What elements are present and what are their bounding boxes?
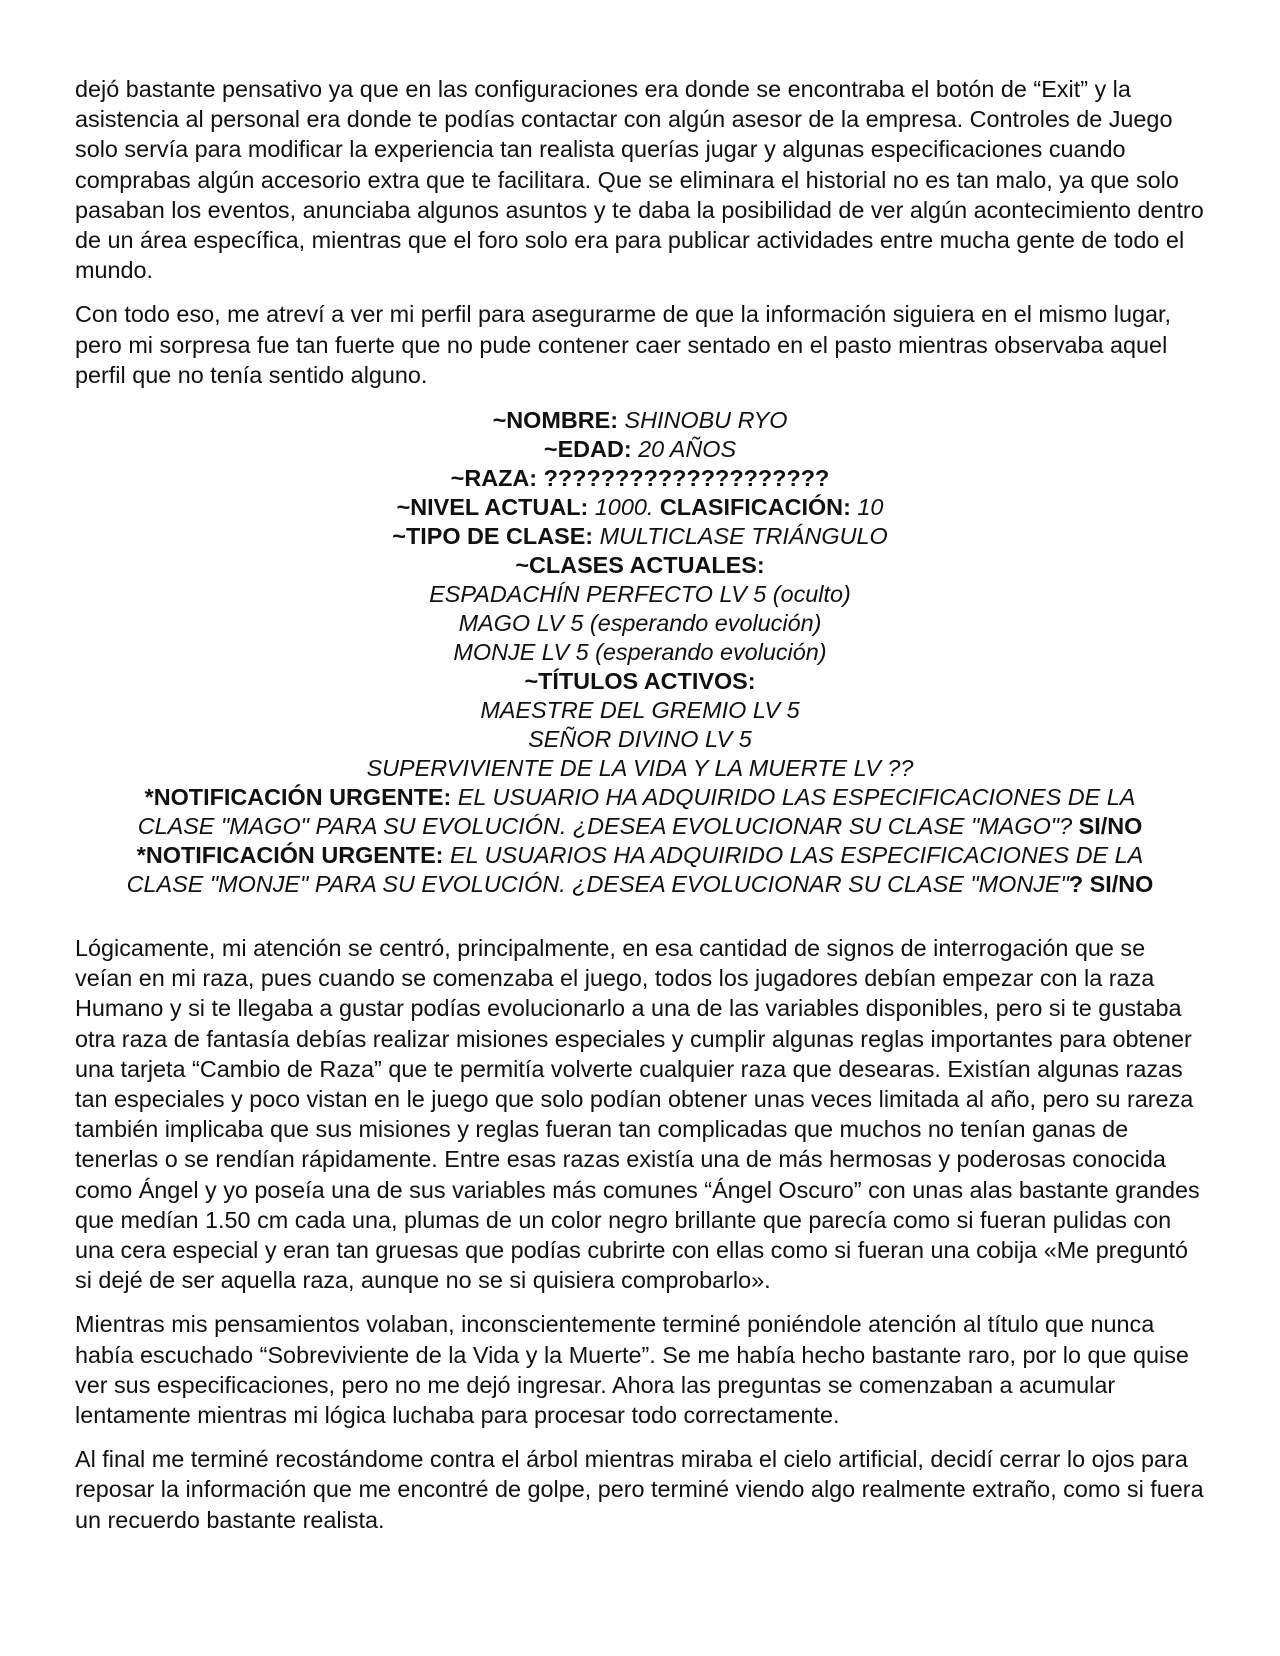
notification-2-text-a: EL USUARIOS HA ADQUIRIDO LAS ESPECIFICACIONES DE LA: [449, 842, 1144, 869]
profile-class-type-label: ~TIPO DE CLASE:: [392, 523, 594, 550]
profile-classes-label: ~CLASES ACTUALES:: [515, 552, 765, 579]
profile-race-value: ????????????????????: [543, 465, 830, 492]
profile-titles-label: ~TÍTULOS ACTIVOS:: [524, 668, 756, 695]
notification-2-options: ? SI/NO: [1068, 871, 1154, 898]
paragraph: Mientras mis pensamientos volaban, inconscientemente terminé poniéndole atención al título que nunca había escuchado “Sobreviviente de la Vida y la Muerte”. Se me había hecho bastante raro, por lo que quise ver sus especificaciones, pero no me dejó ingresar. Ahora las preguntas se comenzaban a acumular lentamente mientras mi lógica luchaba para procesar todo correctamente.: [75, 1311, 1189, 1429]
profile-level-value: 1000.: [594, 494, 654, 521]
notification-1-text-a: EL USUARIO HA ADQUIRIDO LAS ESPECIFICACIONES DE LA: [457, 784, 1136, 811]
profile-title-value: SEÑOR DIVINO LV 5: [528, 726, 752, 753]
notification-2-label: *NOTIFICACIÓN URGENTE:: [136, 842, 444, 869]
document-page: [75, 74, 1205, 1549]
profile-title-item: [75, 754, 1205, 783]
profile-age-label: ~EDAD:: [543, 436, 632, 463]
profile-class-item: [75, 580, 1205, 609]
profile-classes-heading: [75, 551, 1205, 580]
profile-classification-value: 10: [857, 494, 884, 521]
notification-1-line-b: [75, 812, 1205, 841]
paragraph: Con todo eso, me atreví a ver mi perfil para asegurarme de que la información siguiera en el mismo lugar, pero mi sorpresa fue tan fuerte que no pude contener caer sentado en el pasto mientras observaba aquel perfil que no tenía sentido alguno.: [75, 301, 1172, 388]
notification-2-text-b: CLASE "MONJE" PARA SU EVOLUCIÓN. ¿DESEA EVOLUCIONAR SU CLASE "MONJE": [126, 871, 1069, 898]
profile-block: [75, 406, 1205, 899]
paragraph: dejó bastante pensativo ya que en las configuraciones era donde se encontraba el botón de “Exit” y la asistencia al personal era donde te podías contactar con algún asesor de la empresa. Controles de Juego solo servía para modificar la experiencia tan realista querías jugar y algunas especificaciones cuando comprabas algún accesorio extra que te facilitara. Que se eliminara el historial no es tan malo, ya que solo pasaban los eventos, anunciaba algunos asuntos y te daba la posibilidad de ver algún acontecimiento dentro de un área específica, mientras que el foro solo era para publicar actividades entre mucha gente de todo el mundo.: [75, 76, 1204, 284]
profile-class-item: [75, 638, 1205, 667]
profile-name-label: ~NOMBRE:: [492, 407, 618, 434]
profile-titles-heading: [75, 667, 1205, 696]
profile-race-label: ~RAZA:: [450, 465, 538, 492]
profile-name-line: [75, 406, 1205, 435]
profile-class-value: MAGO LV 5 (esperando evolución): [458, 610, 822, 637]
profile-name-value: SHINOBU RYO: [624, 407, 788, 434]
profile-age-value: 20 AÑOS: [638, 436, 737, 463]
profile-level-label: ~NIVEL ACTUAL:: [396, 494, 589, 521]
notification-2-line-a: [75, 841, 1205, 870]
notification-1-label: *NOTIFICACIÓN URGENTE:: [144, 784, 452, 811]
profile-title-value: MAESTRE DEL GREMIO LV 5: [480, 697, 800, 724]
profile-classification-label: CLASIFICACIÓN:: [659, 494, 851, 521]
profile-class-item: [75, 609, 1205, 638]
profile-title-item: [75, 696, 1205, 725]
profile-class-type-value: MULTICLASE TRIÁNGULO: [599, 523, 888, 550]
paragraph: Lógicamente, mi atención se centró, principalmente, en esa cantidad de signos de interrogación que se veían en mi raza, pues cuando se comenzaba el juego, todos los jugadores debían empezar con la raza Humano y si te llegaba a gustar podías evolucionarlo a una de las variables disponibles, pero si te gustaba otra raza de fantasía debías realizar misiones especiales y cumplir algunas reglas importantes para obtener una tarjeta “Cambio de Raza” que te permitía volverte cualquier raza que desearas. Existían algunas razas tan especiales y poco vistan en le juego que solo podían obtener unas veces limitada al año, pero su rareza también implicaba que sus misiones y reglas fueran tan complicadas que muchos no tenían ganas de tenerlas o se rendían rápidamente. Entre esas razas existía una de más hermosas y poderosas conocida como Ángel y yo poseía una de sus variables más comunes “Ángel Oscuro” con unas alas bastante grandes que medían 1.50 cm cada una, plumas de un color negro brillante que parecía como si fueran pulidas con una cera especial y eran tan gruesas que podías cubrirte con ellas como si fueran una cobija «Me preguntó si dejé de ser aquella raza, aunque no se si quisiera comprobarlo».: [75, 935, 1200, 1294]
paragraph: Al final me terminé recostándome contra el árbol mientras miraba el cielo artificial, decidí cerrar lo ojos para reposar la información que me encontré de golpe, pero terminé viendo algo realmente extraño, como si fuera un recuerdo bastante realista.: [75, 1446, 1204, 1533]
notification-1-text-b: CLASE "MAGO" PARA SU EVOLUCIÓN. ¿DESEA EVOLUCIONAR SU CLASE "MAGO"?: [137, 813, 1073, 840]
profile-title-item: [75, 725, 1205, 754]
notification-2-line-b: [75, 870, 1205, 899]
notification-1-line-a: [75, 783, 1205, 812]
profile-class-value: ESPADACHÍN PERFECTO LV 5 (oculto): [429, 581, 851, 608]
profile-title-value: SUPERVIVIENTE DE LA VIDA Y LA MUERTE LV ??: [366, 755, 914, 782]
notification-1-options: SI/NO: [1078, 813, 1143, 840]
profile-class-value: MONJE LV 5 (esperando evolución): [453, 639, 827, 666]
profile-level-line: [75, 493, 1205, 522]
profile-class-type-line: [75, 522, 1205, 551]
profile-race-line: [75, 464, 1205, 493]
profile-age-line: [75, 435, 1205, 464]
